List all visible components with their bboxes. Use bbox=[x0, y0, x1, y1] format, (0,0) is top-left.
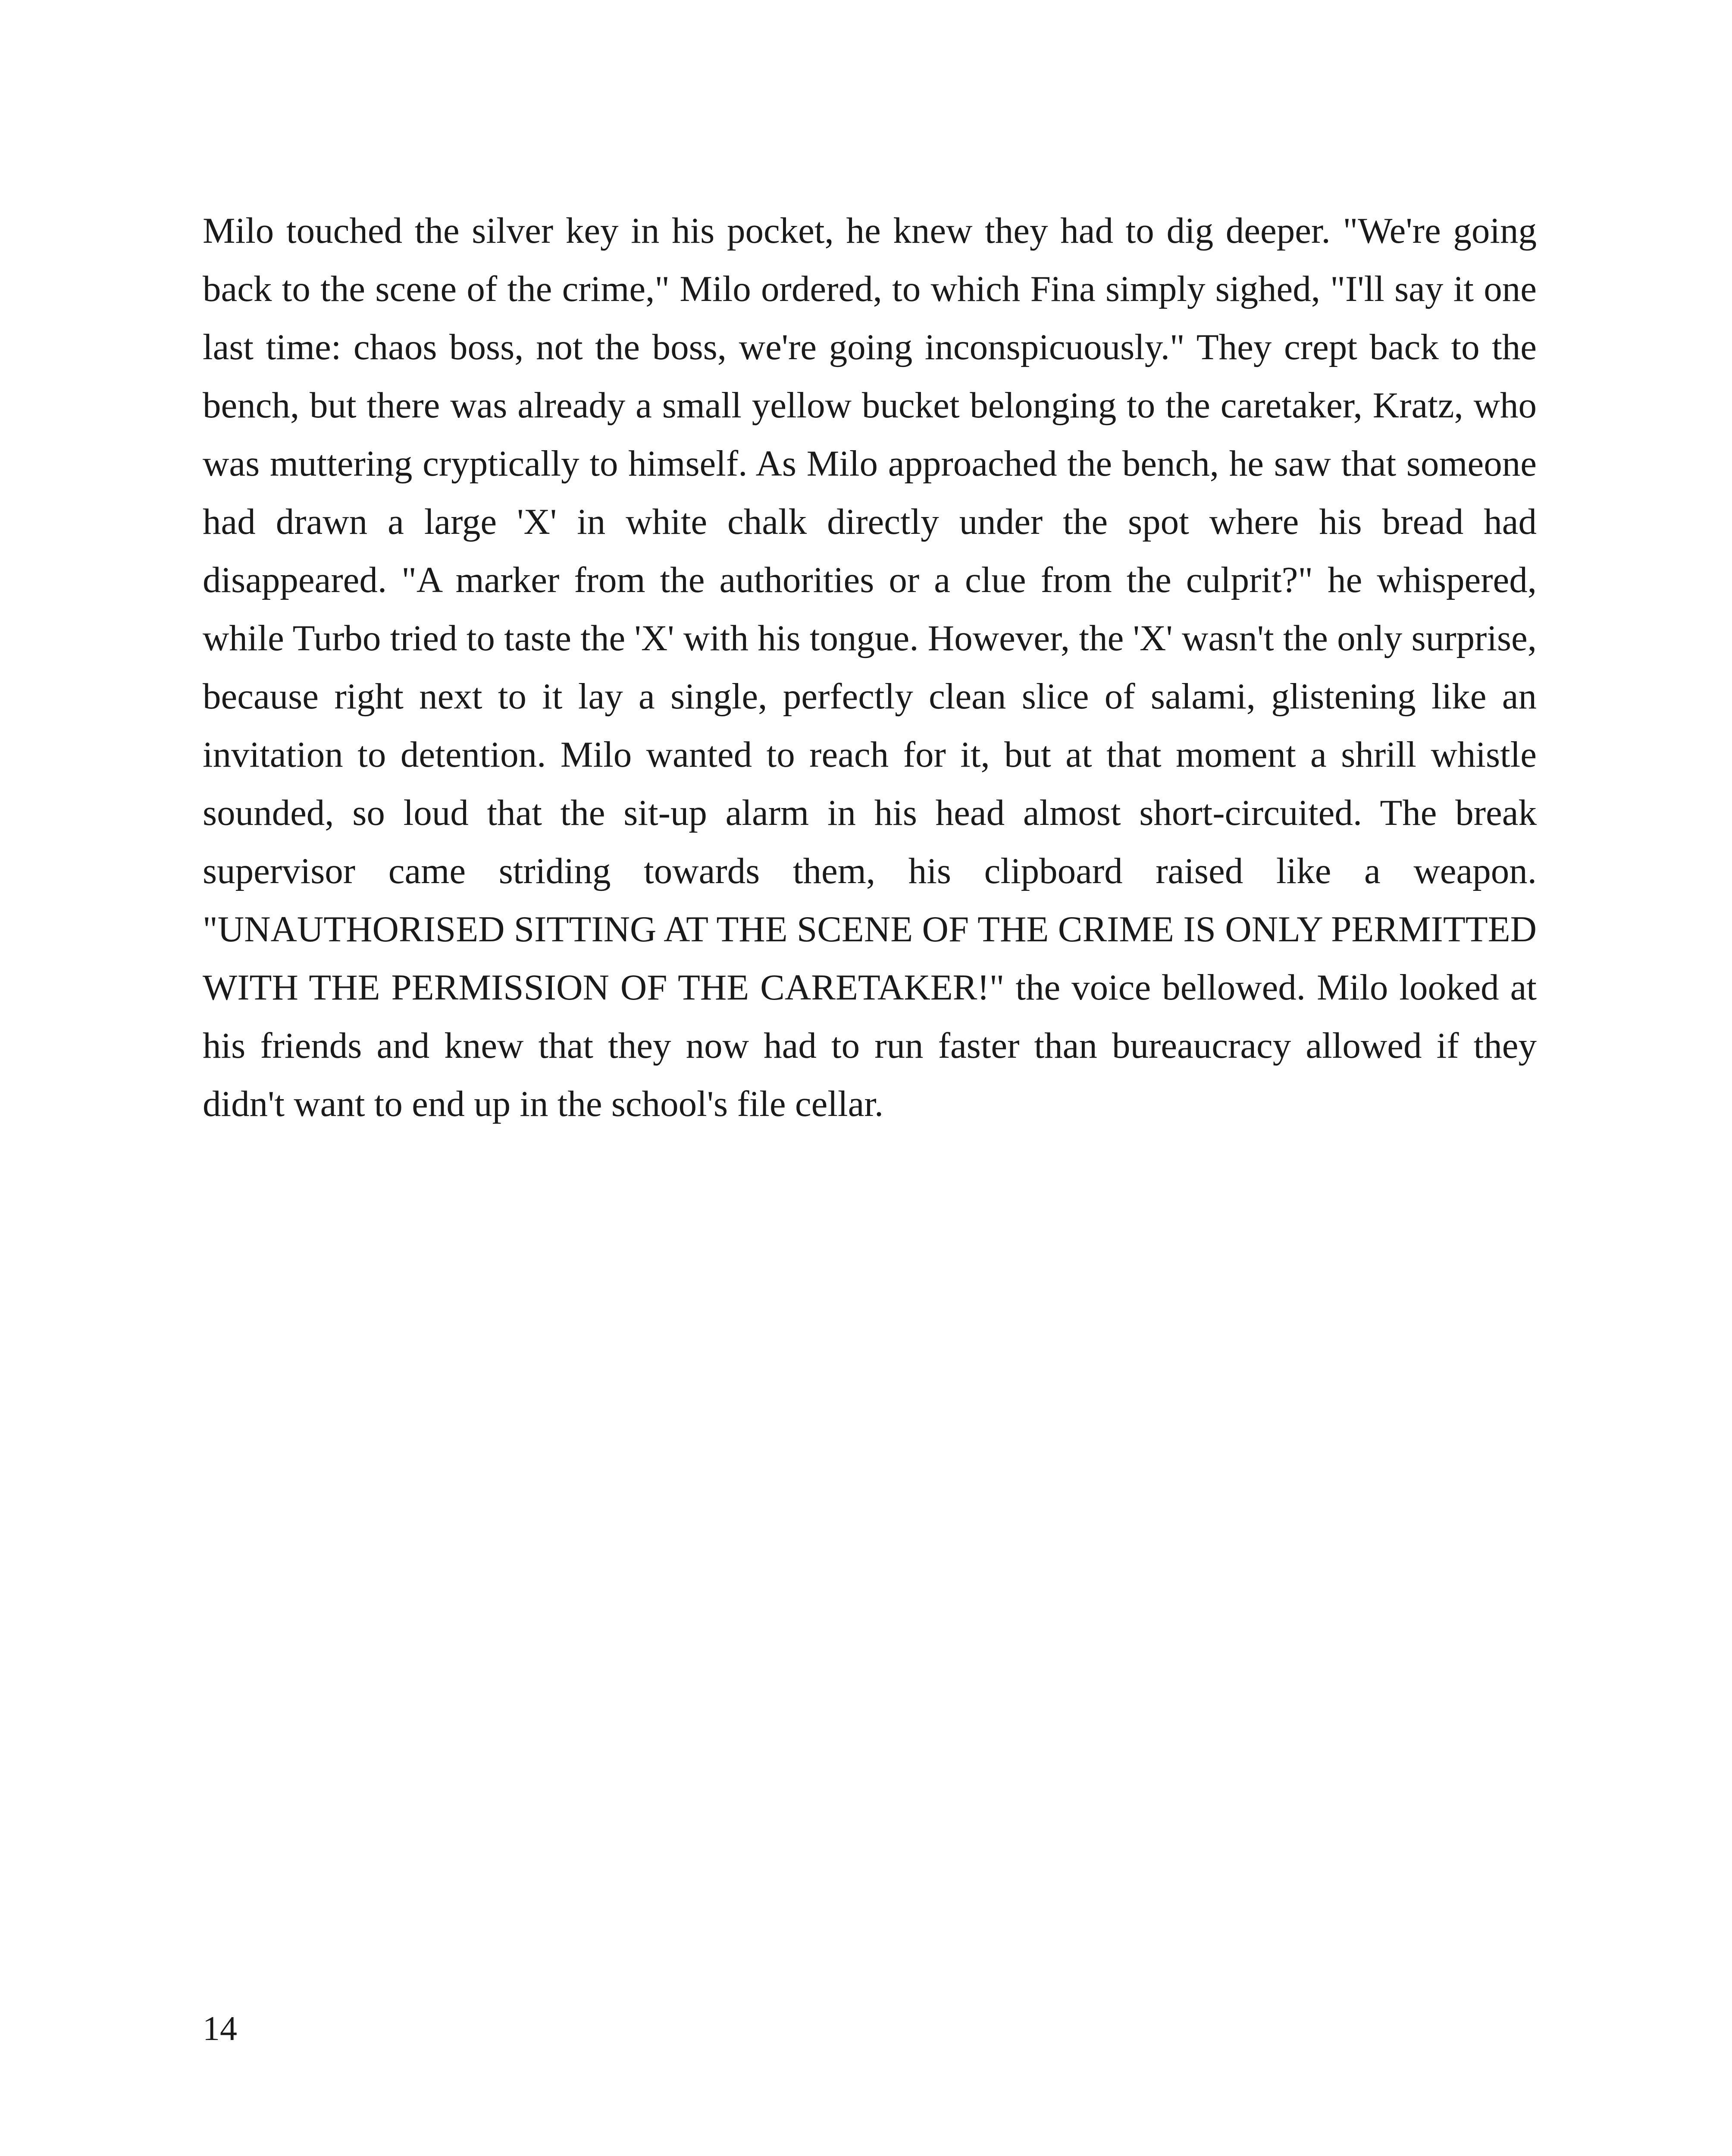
page-number: 14 bbox=[203, 2010, 237, 2048]
body-paragraph: Milo touched the silver key in his pocket, he knew they had to dig deeper. "We're going back to the scene of the crime," Milo ordered, to which Fina simply sighed, "I'll say it one last time: chaos boss, not the boss, we're going inconspicuously." They crept back to the bench, but there was already a small yellow bucket belonging to the caretaker, Kratz, who was muttering cryptically to himself. As Milo approached the bench, he saw that someone had drawn a large 'X' in white chalk directly under the spot where his bread had disappeared. "A marker from the authorities or a clue from the culprit?" he whispered, while Turbo tried to taste the 'X' with his tongue. However, the 'X' wasn't the only surprise, because right next to it lay a single, perfectly clean slice of salami, glistening like an invitation to detention. Milo wanted to reach for it, but at that moment a shrill whistle sounded, so loud that the sit-up alarm in his head almost short-circuited. The break supervisor came striding towards them, his clipboard raised like a weapon. "UNAUTHORISED SITTING AT THE SCENE OF THE CRIME IS ONLY PERMITTED WITH THE PERMISSION OF THE CARETAKER!" the voice bellowed. Milo looked at his friends and knew that they now had to run faster than bureaucracy allowed if they didn't want to end up in the school's file cellar. bbox=[203, 210, 1537, 1124]
